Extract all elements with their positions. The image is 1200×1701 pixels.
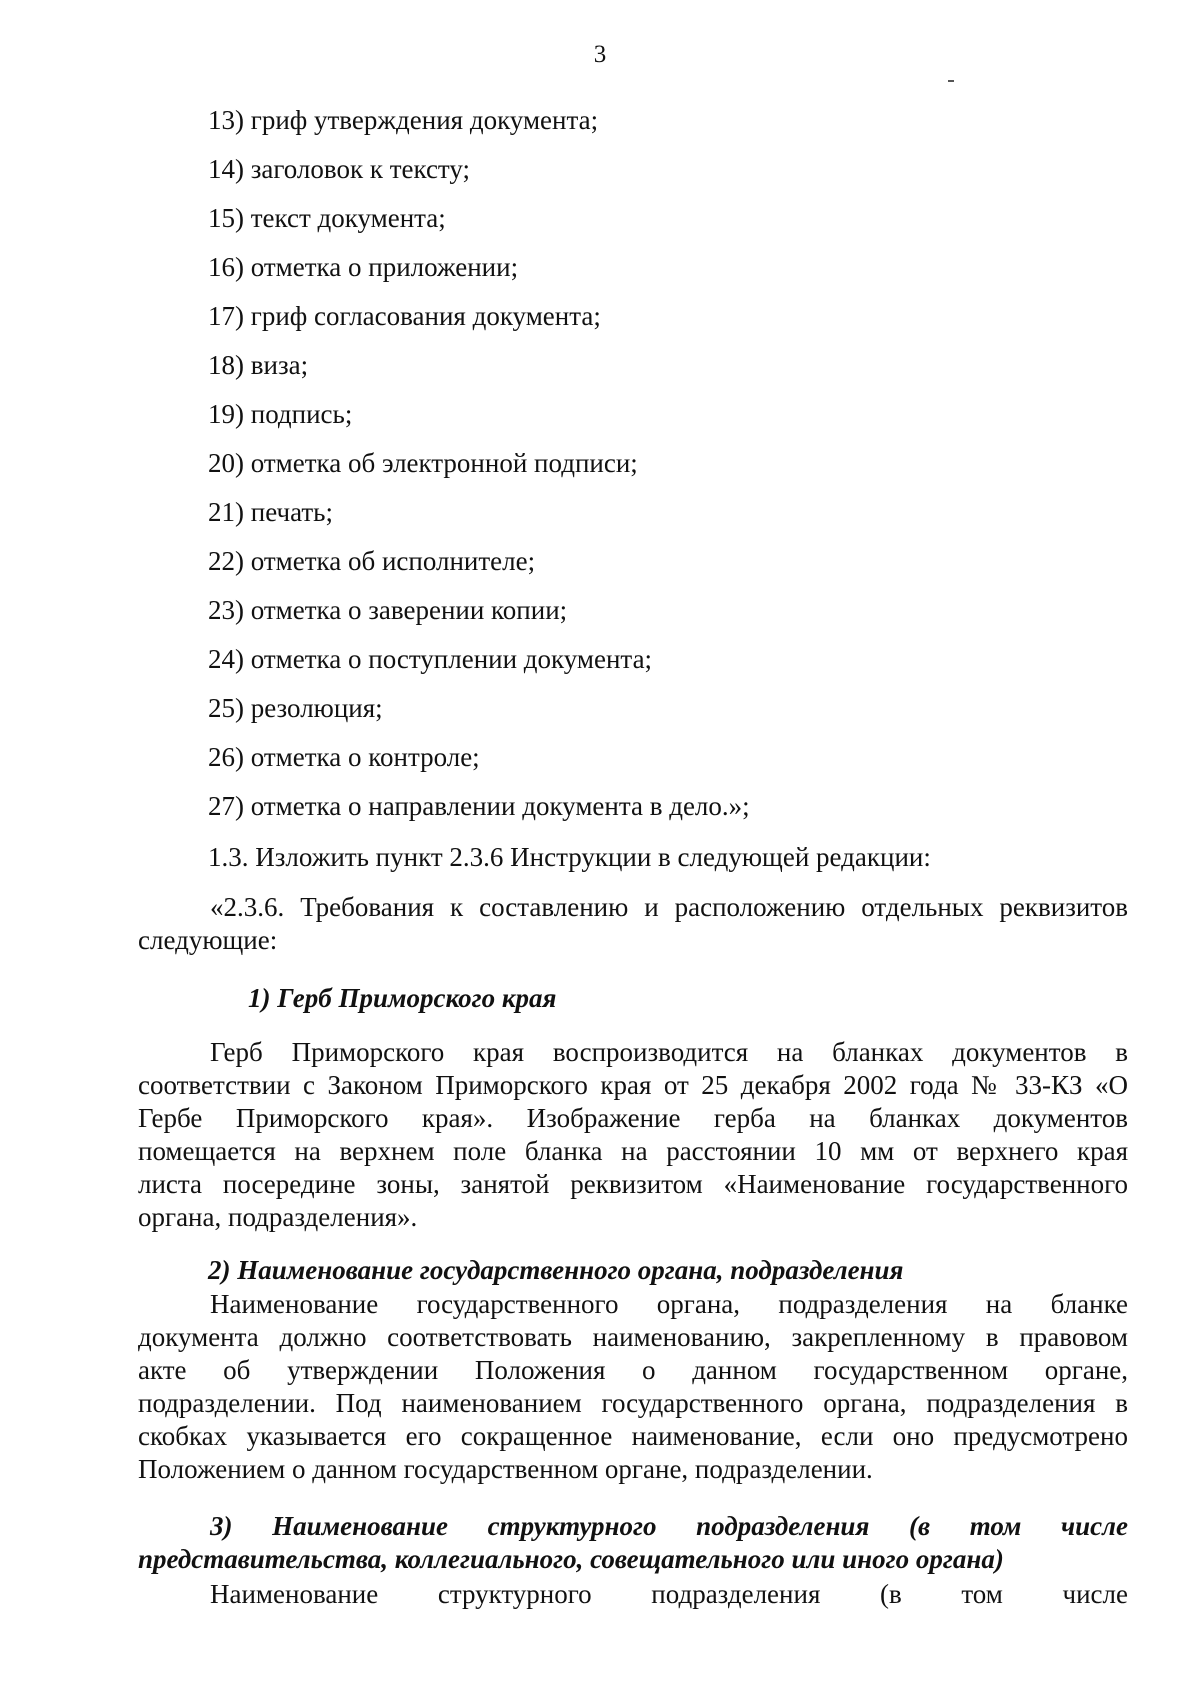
subsection-1-line: Гербе Приморского края». Изображение герба на бланках документов bbox=[138, 1103, 1128, 1133]
subsection-1-line: Герб Приморского края воспроизводится на бланках документов в bbox=[210, 1037, 1128, 1067]
subsection-1-line: органа, подразделения». bbox=[138, 1202, 418, 1232]
subsection-2-heading: 2) Наименование государственного органа, подразделения bbox=[208, 1255, 904, 1285]
section-2-3-6-line: следующие: bbox=[138, 925, 278, 955]
list-item: 23) отметка о заверении копии; bbox=[208, 595, 568, 625]
page-number: 3 bbox=[593, 41, 607, 68]
list-item: 25) резолюция; bbox=[208, 693, 383, 723]
subsection-1-line: соответствии с Законом Приморского края от 25 декабря 2002 года № 33-КЗ «О bbox=[138, 1070, 1128, 1100]
section-2-3-6-line: «2.3.6. Требования к составлению и расположению отдельных реквизитов bbox=[210, 892, 1128, 922]
list-item: 24) отметка о поступлении документа; bbox=[208, 644, 653, 674]
list-item: 13) гриф утверждения документа; bbox=[208, 105, 599, 135]
list-item: 19) подпись; bbox=[208, 399, 353, 429]
list-item: 22) отметка об исполнителе; bbox=[208, 546, 536, 576]
list-item: 14) заголовок к тексту; bbox=[208, 154, 471, 184]
subsection-3-heading: представительства, коллегиального, совещательного или иного органа) bbox=[138, 1544, 1004, 1574]
list-item: 16) отметка о приложении; bbox=[208, 252, 519, 282]
list-item: 17) гриф согласования документа; bbox=[208, 301, 601, 331]
requisites-list bbox=[208, 96, 750, 831]
list-item: 26) отметка о контроле; bbox=[208, 742, 480, 772]
subsection-3-heading: 3) Наименование структурного подразделения (в том числе bbox=[210, 1511, 1128, 1541]
subsection-2-line: Положением о данном государственном органе, подразделении. bbox=[138, 1454, 873, 1484]
subsection-2-line: Наименование государственного органа, подразделения на бланке bbox=[210, 1289, 1128, 1319]
subsection-2-line: скобках указывается его сокращенное наименование, если оно предусмотрено bbox=[138, 1421, 1128, 1451]
scan-artifact bbox=[948, 80, 954, 82]
subsection-2-line: документа должно соответствовать наименованию, закрепленному в правовом bbox=[138, 1322, 1128, 1352]
list-item: 21) печать; bbox=[208, 497, 333, 527]
subsection-2-line: акте об утверждении Положения о данном государственном органе, bbox=[138, 1355, 1128, 1385]
list-item: 20) отметка об электронной подписи; bbox=[208, 448, 638, 478]
list-item: 27) отметка о направлении документа в дело.»; bbox=[208, 791, 750, 821]
subsection-1-line: помещается на верхнем поле бланка на расстоянии 10 мм от верхнего края bbox=[138, 1136, 1128, 1166]
section-1-3-paragraph: 1.3. Изложить пункт 2.3.6 Инструкции в следующей редакции: bbox=[208, 842, 931, 872]
subsection-1-line: листа посередине зоны, занятой реквизитом «Наименование государственного bbox=[138, 1169, 1128, 1199]
subsection-3-line: Наименование структурного подразделения (в том числе bbox=[210, 1579, 1128, 1609]
subsection-2-line: подразделении. Под наименованием государственного органа, подразделения в bbox=[138, 1388, 1128, 1418]
subsection-1-heading: 1) Герб Приморского края bbox=[248, 983, 557, 1013]
list-item: 15) текст документа; bbox=[208, 203, 446, 233]
list-item: 18) виза; bbox=[208, 350, 309, 380]
